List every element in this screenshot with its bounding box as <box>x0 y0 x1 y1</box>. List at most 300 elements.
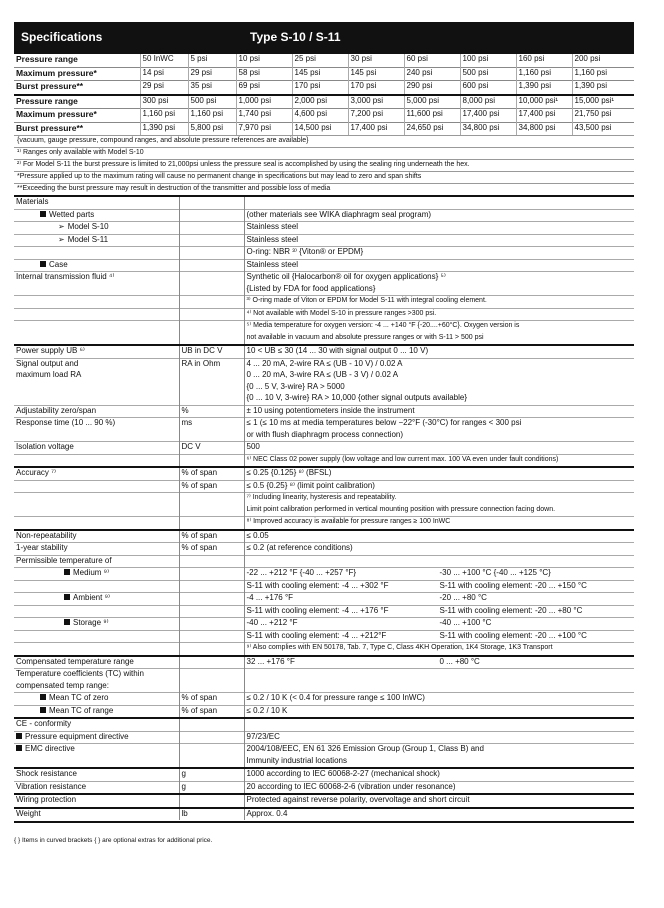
pressure-cell: 1,390 psi <box>516 81 572 95</box>
spec-label-text: Case <box>49 259 68 269</box>
spec-row <box>14 284 634 296</box>
spec-value <box>244 259 634 272</box>
spec-unit <box>179 669 244 681</box>
spec-value <box>244 234 634 247</box>
spec-value-text: ≤ 0.25 {0.125} ⁸⁾ (BFSL) <box>246 468 332 477</box>
pressure-cell: 1,740 psi <box>236 109 292 123</box>
spec-value <box>244 643 634 656</box>
pressure-cell: 300 psi <box>140 95 188 109</box>
spec-label <box>14 321 179 333</box>
spec-unit <box>179 333 244 346</box>
spec-value-text: 0 ... 20 mA, 3-wire RA ≤ (UB - 3 V) / 0.02 A <box>246 370 399 379</box>
spec-label-text: Signal output and <box>16 358 79 368</box>
pressure-cell: 500 psi <box>188 95 236 109</box>
spec-unit <box>179 718 244 731</box>
pressure-row <box>14 109 634 123</box>
spec-unit <box>179 593 244 606</box>
spec-label <box>14 768 179 781</box>
pressure-cell: 100 psi <box>460 53 516 67</box>
spec-value-metric: S-11 with cooling element: -20 ... +100 °C <box>439 630 587 640</box>
spec-label-text: Power supply UB ⁶⁾ <box>16 346 85 355</box>
spec-value-text: Synthetic oil {Halocarbon® oil for oxygen applications} ⁵⁾ <box>246 272 446 281</box>
spec-value-text: ≤ 1 (≤ 10 ms at media temperatures below −22°F (-30°C) for ranges < 300 psi <box>246 418 522 427</box>
spec-value <box>244 284 634 296</box>
pressure-cell: 160 psi <box>516 53 572 67</box>
spec-value <box>244 731 634 744</box>
spec-label <box>14 418 179 430</box>
spec-row <box>14 794 634 808</box>
footnote: { } Items in curved brackets { } are optional extras for additional price. <box>14 837 213 844</box>
spec-unit <box>179 209 244 222</box>
spec-value-text: ⁹⁾ Also complies with EN 50178, Tab. 7, Type C, Class 4KH Operation, 1K4 Storage, 1K3 Transport <box>246 644 553 651</box>
spec-value-metric: S-11 with cooling element: -20 ... +80 °C <box>439 605 583 615</box>
spec-label <box>14 669 179 681</box>
pressure-cell: 35 psi <box>188 81 236 95</box>
spec-label-text: Adjustability zero/span <box>16 405 97 415</box>
spec-value-text: ⁵⁾ Media temperature for oxygen version: -4 ... +140 °F {-20....+60°C}. Oxygen version is <box>246 322 520 329</box>
spec-value <box>244 382 634 394</box>
spec-label <box>14 731 179 744</box>
spec-unit <box>179 568 244 581</box>
bottom-rule <box>14 821 634 823</box>
spec-label <box>14 543 179 556</box>
spec-sheet <box>14 22 634 844</box>
pressure-row-label: Maximum pressure* <box>14 109 140 123</box>
spec-value <box>244 656 634 669</box>
pressure-cell: 2,000 psi <box>292 95 348 109</box>
spec-label <box>14 530 179 543</box>
spec-value <box>244 530 634 543</box>
spec-unit <box>179 555 244 568</box>
pressure-row <box>14 95 634 109</box>
spec-value-text: Stainless steel <box>246 222 299 231</box>
spec-value <box>244 358 634 370</box>
spec-value-text: (other materials see WIKA diaphragm seal program) <box>246 209 432 219</box>
spec-value-text: -40 ... +212 °F <box>246 618 298 627</box>
pressure-cell: 58 psi <box>236 67 292 81</box>
spec-label-text: Permissible temperature of <box>16 555 112 565</box>
spec-header <box>14 22 634 52</box>
spec-value-text: 32 ... +176 °F <box>246 656 295 666</box>
spec-label <box>14 296 179 309</box>
spec-row <box>14 480 634 493</box>
pressure-note: *Pressure applied up to the maximum rating will cause no permanent change in specifications but may lead to zero and span shifts <box>14 171 634 183</box>
pressure-cell: 7,970 psi <box>236 122 292 135</box>
spec-value-metric: -30 ... +100 °C {-40 ... +125 °C} <box>439 568 551 577</box>
spec-row <box>14 405 634 418</box>
spec-label <box>14 493 179 505</box>
spec-row <box>14 681 634 693</box>
pressure-cell: 5,800 psi <box>188 122 236 135</box>
pressure-cell: 5,000 psi <box>404 95 460 109</box>
spec-label <box>14 284 179 296</box>
pressure-cell: 500 psi <box>460 67 516 81</box>
bullet-square-icon <box>40 211 46 217</box>
spec-label-text: Model S-11 <box>67 234 109 244</box>
spec-row <box>14 693 634 706</box>
spec-unit <box>179 643 244 656</box>
spec-value <box>244 321 634 333</box>
spec-unit: % of span <box>179 543 244 556</box>
pressure-cell: 50 InWC <box>140 53 188 67</box>
spec-label <box>14 593 179 606</box>
spec-row <box>14 234 634 247</box>
spec-unit: RA in Ohm <box>179 358 244 370</box>
spec-value-text: ≤ 0.2 / 10 K (< 0.4 for pressure range ≤ 100 InWC) <box>246 693 425 702</box>
pressure-row-label: Burst pressure** <box>14 81 140 95</box>
pressure-note: {vacuum, gauge pressure, compound ranges, and absolute pressure references are available} <box>14 135 634 147</box>
spec-row <box>14 247 634 260</box>
spec-row <box>14 543 634 556</box>
spec-value-text: ≤ 0.2 (at reference conditions) <box>246 543 353 552</box>
spec-row <box>14 321 634 333</box>
spec-value <box>244 393 634 405</box>
spec-value <box>244 467 634 480</box>
spec-unit: g <box>179 781 244 794</box>
spec-value-text: ≤ 0.05 <box>246 530 269 540</box>
spec-label-text: Pressure equipment directive <box>25 731 129 741</box>
spec-row <box>14 718 634 731</box>
arrow-bullet-icon: ➢ <box>58 222 65 231</box>
spec-label <box>14 744 179 756</box>
spec-row <box>14 555 634 568</box>
spec-unit <box>179 744 244 756</box>
pressure-cell: 145 psi <box>292 67 348 81</box>
spec-value-text: ± 10 using potentiometers inside the instrument <box>246 405 415 415</box>
pressure-note: **Exceeding the burst pressure may result in destruction of the transmitter and possible loss of media <box>14 183 634 195</box>
spec-row <box>14 467 634 480</box>
spec-label <box>14 656 179 669</box>
spec-label-text: Isolation voltage <box>16 442 74 451</box>
spec-value <box>244 517 634 530</box>
pressure-cell: 10 psi <box>236 53 292 67</box>
spec-label <box>14 630 179 643</box>
spec-label <box>14 555 179 568</box>
spec-row <box>14 605 634 618</box>
spec-row <box>14 808 634 821</box>
pressure-cell: 60 psi <box>404 53 460 67</box>
spec-unit: % of span <box>179 530 244 543</box>
pressure-cell: 3,000 psi <box>348 95 404 109</box>
spec-value-text: S-11 with cooling element: -4 ... +212°F <box>246 630 387 640</box>
pressure-cell: 1,390 psi <box>140 122 188 135</box>
spec-row <box>14 656 634 669</box>
spec-label <box>14 308 179 321</box>
spec-value-text: 1000 according to IEC 60068-2-27 (mechanical shock) <box>246 769 440 778</box>
spec-label <box>14 234 179 247</box>
spec-value-text: 4 ... 20 mA, 2-wire RA ≤ (UB - 10 V) / 0.02 A <box>246 358 403 368</box>
spec-label-text: Model S-10 <box>67 222 109 231</box>
bullet-square-icon <box>16 733 22 739</box>
spec-label <box>14 442 179 455</box>
spec-row <box>14 308 634 321</box>
spec-value-text: 20 according to IEC 60068-2-6 (vibration under resonance) <box>246 781 456 791</box>
spec-value-metric: -40 ... +100 °C <box>439 618 492 627</box>
spec-label <box>14 681 179 693</box>
spec-unit: lb <box>179 808 244 821</box>
bullet-square-icon <box>40 261 46 267</box>
spec-label <box>14 467 179 480</box>
spec-value <box>244 370 634 382</box>
pressure-cell: 21,750 psi <box>572 109 634 123</box>
pressure-cell: 8,000 psi <box>460 95 516 109</box>
spec-label-text: Weight <box>16 808 41 818</box>
spec-row <box>14 358 634 370</box>
spec-row <box>14 442 634 455</box>
pressure-row <box>14 122 634 135</box>
pressure-row <box>14 81 634 95</box>
spec-label <box>14 618 179 631</box>
spec-value-text: not available in vacuum and absolute pressure ranges or with S-11 > 500 psi <box>246 333 484 341</box>
spec-value <box>244 705 634 718</box>
spec-label-text: EMC directive <box>25 744 75 753</box>
spec-unit <box>179 618 244 631</box>
spec-value-text: Stainless steel <box>246 259 299 269</box>
pressure-cell: 1,160 psi <box>140 109 188 123</box>
spec-label <box>14 454 179 467</box>
pressure-cell: 34,800 psi <box>516 122 572 135</box>
pressure-table <box>14 52 634 135</box>
spec-unit <box>179 259 244 272</box>
spec-label-text: Accuracy ⁷⁾ <box>16 468 56 477</box>
bullet-square-icon <box>64 569 70 575</box>
spec-label <box>14 480 179 493</box>
pressure-cell: 17,400 psi <box>460 109 516 123</box>
spec-row <box>14 756 634 769</box>
spec-unit <box>179 731 244 744</box>
spec-label <box>14 693 179 706</box>
spec-label <box>14 393 179 405</box>
spec-row <box>14 418 634 430</box>
pressure-notes <box>14 135 634 195</box>
pressure-cell: 1,160 psi <box>188 109 236 123</box>
spec-row <box>14 630 634 643</box>
spec-label <box>14 705 179 718</box>
spec-label <box>14 756 179 769</box>
bullet-square-icon <box>64 594 70 600</box>
spec-value-text: ≤ 0.2 / 10 K <box>246 705 288 715</box>
pressure-cell: 25 psi <box>292 53 348 67</box>
spec-value-text: Approx. 0.4 <box>246 808 288 818</box>
pressure-cell: 1,160 psi <box>572 67 634 81</box>
spec-value-text: S-11 with cooling element: -4 ... +176 °F <box>246 605 389 615</box>
spec-table <box>14 195 634 820</box>
spec-value-text: O-ring: NBR ³⁾ {Viton® or EPDM} <box>246 247 364 256</box>
spec-value-text: {0 ... 10 V, 3-wire} RA > 10,000 {other signal outputs available} <box>246 393 468 402</box>
spec-value <box>244 630 634 643</box>
spec-row <box>14 259 634 272</box>
spec-row <box>14 430 634 442</box>
spec-label-text: Temperature coefficients (TC) within <box>16 669 144 678</box>
spec-label-text: Storage ⁹⁾ <box>73 618 109 627</box>
pressure-cell: 17,400 psi <box>516 109 572 123</box>
spec-value <box>244 756 634 769</box>
spec-value <box>244 480 634 493</box>
spec-label <box>14 196 179 209</box>
spec-value <box>244 333 634 346</box>
spec-unit <box>179 794 244 808</box>
bullet-square-icon <box>16 745 22 751</box>
spec-label <box>14 718 179 731</box>
spec-label <box>14 405 179 418</box>
spec-value <box>244 555 634 568</box>
pressure-cell: 34,800 psi <box>460 122 516 135</box>
spec-value <box>244 247 634 260</box>
spec-label-text: Materials <box>16 197 49 206</box>
spec-unit <box>179 630 244 643</box>
spec-row <box>14 493 634 505</box>
spec-value-text: Limit point calibration performed in vertical mounting position with pressure connection facing down. <box>246 505 556 513</box>
spec-value <box>244 405 634 418</box>
spec-value <box>244 618 634 631</box>
spec-value <box>244 593 634 606</box>
pressure-cell: 4,600 psi <box>292 109 348 123</box>
spec-unit: % <box>179 405 244 418</box>
spec-unit <box>179 580 244 593</box>
spec-row <box>14 454 634 467</box>
spec-value-text: ⁶⁾ NEC Class 02 power supply (low voltage and low current max. 100 VA even under fault conditions) <box>246 455 559 463</box>
spec-row <box>14 333 634 346</box>
spec-value <box>244 605 634 618</box>
spec-label <box>14 568 179 581</box>
spec-label <box>14 209 179 222</box>
spec-label <box>14 517 179 530</box>
spec-label-text: Ambient ⁹⁾ <box>73 593 110 602</box>
spec-label-text: maximum load RA <box>16 370 82 379</box>
spec-label <box>14 222 179 235</box>
spec-value-text: ≤ 0.5 {0.25} ⁸⁾ (limit point calibration) <box>246 480 375 490</box>
spec-unit: g <box>179 768 244 781</box>
bullet-square-icon <box>40 707 46 713</box>
spec-label <box>14 382 179 394</box>
spec-unit <box>179 234 244 247</box>
spec-unit: % of span <box>179 467 244 480</box>
spec-value-text: -4 ... +176 °F <box>246 593 294 602</box>
spec-label <box>14 605 179 618</box>
spec-row <box>14 643 634 656</box>
spec-row <box>14 781 634 794</box>
pressure-cell: 600 psi <box>460 81 516 95</box>
bullet-square-icon <box>40 694 46 700</box>
spec-value-text: 500 <box>246 442 260 451</box>
spec-label <box>14 430 179 442</box>
spec-value <box>244 345 634 358</box>
pressure-cell: 11,600 psi <box>404 109 460 123</box>
spec-label-text: Medium ⁹⁾ <box>73 568 110 577</box>
spec-value-text: {0 ... 5 V, 3-wire} RA > 5000 <box>246 381 345 391</box>
spec-label-text: Mean TC of zero <box>49 693 109 702</box>
spec-unit <box>179 656 244 669</box>
spec-unit: % of span <box>179 693 244 706</box>
spec-row <box>14 744 634 756</box>
pressure-cell: 1,390 psi <box>572 81 634 95</box>
pressure-cell: 5 psi <box>188 53 236 67</box>
spec-value <box>244 568 634 581</box>
spec-value <box>244 580 634 593</box>
spec-label <box>14 643 179 656</box>
spec-value-text: ⁷⁾ Including linearity, hysteresis and repeatability. <box>246 494 397 501</box>
spec-value-text: {Listed by FDA for food applications} <box>246 283 376 293</box>
pressure-cell: 43,500 psi <box>572 122 634 135</box>
pressure-cell: 145 psi <box>348 67 404 81</box>
pressure-note: ¹⁾ Ranges only available with Model S-10 <box>14 147 634 159</box>
spec-value <box>244 681 634 693</box>
spec-label <box>14 358 179 370</box>
spec-unit <box>179 247 244 260</box>
pressure-row <box>14 67 634 81</box>
pressure-note: ²⁾ For Model S-11 the burst pressure is limited to 21,000psi unless the pressure seal is accomplished by using the sealing ring underneath the hex. <box>14 159 634 171</box>
spec-label-text: Internal transmission fluid ⁴⁾ <box>16 272 115 281</box>
pressure-cell: 1,000 psi <box>236 95 292 109</box>
spec-unit <box>179 681 244 693</box>
spec-row <box>14 393 634 405</box>
spec-row <box>14 345 634 358</box>
spec-value <box>244 808 634 821</box>
spec-unit <box>179 454 244 467</box>
spec-value-text: 97/23/EC <box>246 731 280 741</box>
spec-label-text: 1-year stability <box>16 543 68 552</box>
pressure-cell: 170 psi <box>348 81 404 95</box>
spec-value <box>244 442 634 455</box>
spec-label <box>14 580 179 593</box>
spec-value <box>244 430 634 442</box>
spec-unit <box>179 430 244 442</box>
spec-label <box>14 505 179 517</box>
spec-value <box>244 296 634 309</box>
pressure-row-label: Maximum pressure* <box>14 67 140 81</box>
spec-unit <box>179 517 244 530</box>
spec-value <box>244 272 634 284</box>
spec-row <box>14 669 634 681</box>
spec-row <box>14 731 634 744</box>
type-title: Type S-10 / S-11 <box>250 30 341 44</box>
spec-unit: ms <box>179 418 244 430</box>
spec-value-text: 10 < UB ≤ 30 (14 ... 30 with signal output 0 ... 10 V) <box>246 346 429 355</box>
spec-value <box>244 209 634 222</box>
spec-value-text: ⁸⁾ Improved accuracy is available for pressure ranges ≥ 100 InWC <box>246 518 451 525</box>
spec-value-text: ⁴⁾ Not available with Model S-10 in pressure ranges >300 psi. <box>246 309 437 317</box>
spec-row <box>14 705 634 718</box>
spec-label-text: Wetted parts <box>49 209 95 219</box>
pressure-cell: 69 psi <box>236 81 292 95</box>
spec-value-metric: -20 ... +80 °C <box>439 593 487 602</box>
spec-row <box>14 222 634 235</box>
spec-label <box>14 272 179 284</box>
spec-row <box>14 593 634 606</box>
spec-unit <box>179 284 244 296</box>
spec-value <box>244 454 634 467</box>
spec-label-text: Wiring protection <box>16 795 77 804</box>
spec-value <box>244 744 634 756</box>
spec-label-text: Vibration resistance <box>16 781 87 791</box>
spec-unit <box>179 321 244 333</box>
spec-label <box>14 808 179 821</box>
spec-unit <box>179 493 244 505</box>
spec-unit <box>179 505 244 517</box>
spec-label <box>14 370 179 382</box>
spec-unit <box>179 393 244 405</box>
spec-value-text: -22 ... +212 °F {-40 ... +257 °F} <box>246 568 357 577</box>
spec-value <box>244 493 634 505</box>
pressure-cell: 14 psi <box>140 67 188 81</box>
spec-label-text: Non-repeatability <box>16 530 77 540</box>
spec-value <box>244 308 634 321</box>
pressure-cell: 24,650 psi <box>404 122 460 135</box>
spec-unit <box>179 222 244 235</box>
pressure-cell: 240 psi <box>404 67 460 81</box>
spec-row <box>14 370 634 382</box>
spec-label-text: Compensated temperature range <box>16 656 134 666</box>
